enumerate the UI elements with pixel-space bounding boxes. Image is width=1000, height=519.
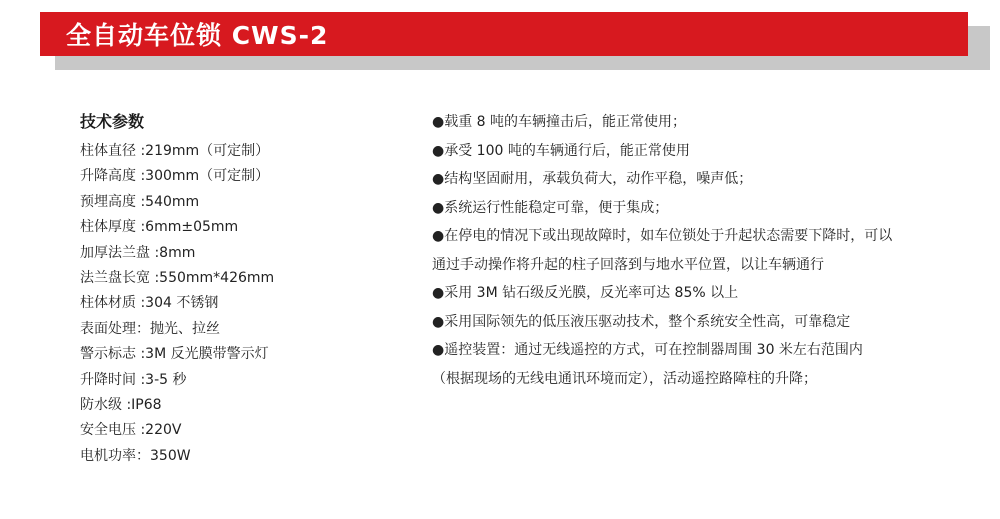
page-title: 全自动车位锁 CWS-2 (66, 21, 329, 50)
feature-line: ●系统运行性能稳定可靠，便于集成； (432, 199, 669, 216)
feature-line: ●采用国际领先的低压液压驱动技术，整个系统安全性高，可靠稳定 (432, 313, 851, 330)
spec-item: 加厚法兰盘 :8mm (80, 244, 196, 261)
spec-list (80, 139, 400, 469)
spec-item: 法兰盘长宽 :550mm*426mm (80, 269, 275, 286)
feature-line: ●遥控装置：通过无线遥控的方式，可在控制器周围 30 米左右范围内 (432, 342, 863, 358)
spec-item: 表面处理：抛光、拉丝 (80, 320, 220, 337)
spec-item: 柱体厚度 :6mm±05mm (80, 219, 239, 236)
feature-line: ●在停电的情况下或出现故障时，如车位锁处于升起状态需要下降时，可以 (432, 228, 893, 244)
spec-item: 升降时间 :3-5 秒 (80, 371, 187, 388)
feature-section (432, 108, 992, 393)
spec-item: 警示标志 :3M 反光膜带警示灯 (80, 346, 269, 363)
spec-item: 升降高度 :300mm（可定制） (80, 168, 270, 185)
feature-list (432, 108, 992, 393)
spec-item: 安全电压 :220V (80, 422, 182, 439)
feature-line: ●载重 8 吨的车辆撞击后，能正常使用； (432, 114, 687, 130)
spec-item: 预埋高度 :540mm (80, 193, 200, 210)
feature-line: ●结构坚固耐用，承载负荷大，动作平稳，噪声低； (432, 171, 753, 187)
spec-item: 柱体直径 :219mm（可定制） (80, 143, 270, 159)
spec-item: 柱体材质 :304 不锈钢 (80, 295, 219, 312)
technical-specs (80, 111, 400, 469)
feature-line: （根据现场的无线电通讯环境而定），活动遥控路障柱的升降； (432, 370, 817, 387)
spec-item: 防水级 :IP68 (80, 396, 162, 413)
feature-line: 通过手动操作将升起的柱子回落到与地水平位置，以让车辆通行 (432, 256, 824, 273)
feature-line: ●承受 100 吨的车辆通行后，能正常使用 (432, 142, 690, 159)
title-banner (40, 12, 968, 56)
feature-line: ●采用 3M 钻石级反光膜，反光率可达 85% 以上 (432, 285, 739, 301)
spec-item: 电机功率：350W (80, 447, 191, 464)
specs-heading: 技术参数 (80, 112, 145, 131)
